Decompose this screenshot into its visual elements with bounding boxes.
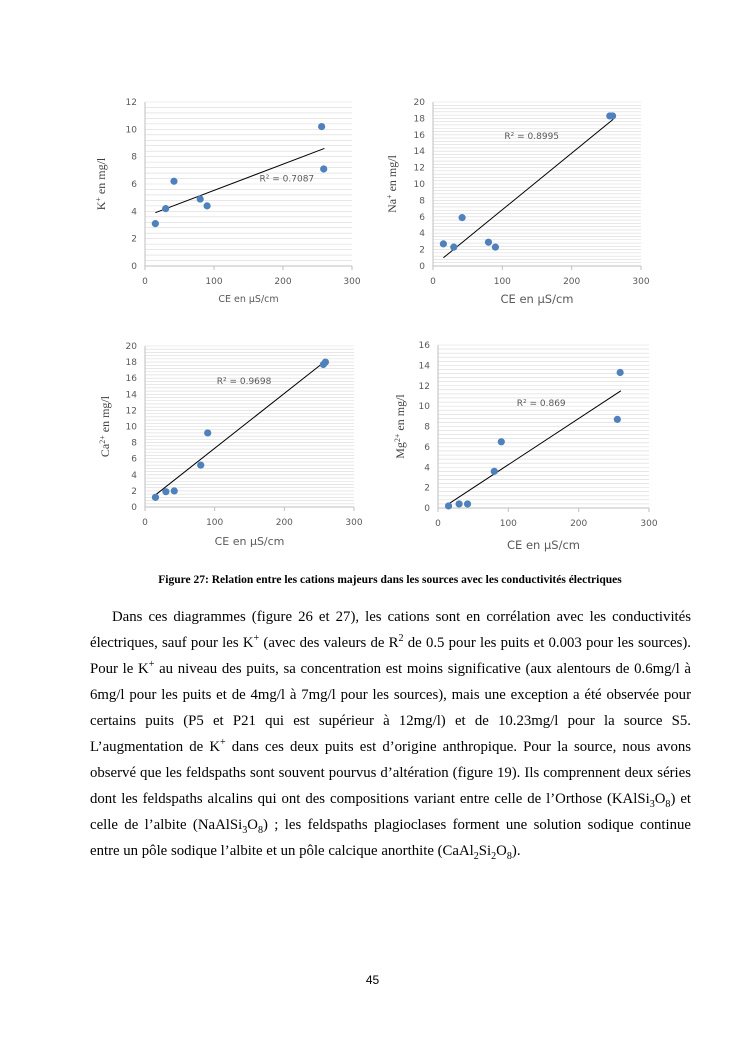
y-tick-label: 20 bbox=[125, 342, 137, 352]
y-tick-label: 4 bbox=[131, 470, 137, 481]
x-tick-label: 100 bbox=[499, 519, 517, 529]
data-point bbox=[318, 123, 325, 130]
y-tick-label: 0 bbox=[131, 262, 137, 272]
x-tick-label: 300 bbox=[343, 277, 361, 287]
chart-k-vs-ce bbox=[95, 92, 375, 312]
y-axis-label bbox=[94, 157, 109, 210]
y-axis-label-unit: en mg/l bbox=[385, 155, 399, 195]
y-tick-label: 0 bbox=[424, 504, 430, 514]
y-tick-label: 8 bbox=[131, 438, 137, 449]
x-tick-label: 200 bbox=[274, 277, 292, 287]
chart-mg-svg bbox=[380, 336, 665, 561]
data-point bbox=[464, 500, 471, 507]
x-axis-label: CE en µS/cm bbox=[500, 292, 574, 306]
y-tick-label: 4 bbox=[419, 229, 425, 240]
y-tick-label: 14 bbox=[413, 147, 425, 158]
y-axis-label-charge: + bbox=[384, 194, 394, 199]
data-point bbox=[152, 494, 159, 501]
data-point bbox=[197, 195, 204, 202]
y-tick-label: 6 bbox=[131, 180, 137, 190]
data-point bbox=[491, 468, 498, 475]
y-tick-label: 6 bbox=[419, 212, 425, 223]
y-tick-label: 2 bbox=[419, 245, 425, 256]
data-point bbox=[197, 462, 204, 469]
body-paragraph bbox=[90, 604, 691, 864]
y-axis-label-charge: + bbox=[93, 197, 103, 202]
data-point bbox=[322, 359, 329, 366]
data-point bbox=[162, 205, 169, 212]
y-axis-label-charge: 2+ bbox=[392, 433, 402, 443]
y-axis-label-unit: en mg/l bbox=[94, 157, 108, 198]
chart-na-vs-ce bbox=[380, 92, 660, 314]
data-point bbox=[614, 416, 621, 423]
x-tick-label: 100 bbox=[206, 518, 224, 528]
y-tick-label: 16 bbox=[125, 374, 137, 385]
y-tick-label: 20 bbox=[413, 98, 425, 108]
y-tick-label: 16 bbox=[413, 130, 425, 141]
y-tick-label: 12 bbox=[125, 406, 137, 417]
y-tick-label: 2 bbox=[424, 483, 430, 494]
data-point bbox=[498, 438, 505, 445]
x-tick-label: 0 bbox=[142, 518, 148, 528]
x-tick-label: 300 bbox=[640, 519, 658, 529]
x-tick-label: 200 bbox=[563, 277, 581, 287]
y-axis-label-charge: 2+ bbox=[97, 435, 107, 444]
data-point bbox=[456, 500, 463, 507]
x-axis-label: CE en µS/cm bbox=[507, 538, 580, 552]
y-axis-label-ion: Na bbox=[385, 198, 399, 213]
y-tick-label: 2 bbox=[131, 486, 137, 497]
data-point bbox=[204, 202, 211, 209]
x-tick-label: 300 bbox=[632, 277, 650, 287]
data-point bbox=[152, 220, 159, 227]
y-tick-label: 10 bbox=[418, 402, 430, 413]
data-point bbox=[440, 240, 447, 247]
y-axis-label bbox=[98, 395, 113, 457]
data-point bbox=[450, 244, 457, 251]
y-tick-label: 2 bbox=[131, 234, 137, 245]
paragraph-text: Dans ces diagrammes (figure 26 et 27), les cations sont en corrélation avec les conductivités électriques, sauf pour les K+ (avec des valeurs de $R^2$ de 0.5 pour les puits et 0.003 pour les sources). Pour le K+ au niveau des puits, sa concentration est moins significative (aux alentours de 0.6mg/l à 6mg/l pour les puits et de 4mg/l à 7mg/l pour les sources), mais une exception a été observée pour certains puits (P5 et P21 qui est supérieur à 12mg/l) et de 10.23mg/l pour la source S5. L’augmentation de K+ dans ces deux puits est d’origine anthropique. Pour la source, nous avons observé que les feldspaths sont souvent pourvus d’altération (figure 19). Ils comprennent deux séries dont les feldspaths alcalins qui ont des compositions variant entre celle de l’Orthose $(KAlSi_3O_8)$ et celle de l’albite $(NaAlSi_3O_8)$ ; les feldspaths plagioclases forment une solution sodique continue entre un pôle sodique l’albite et un pôle calcique anorthite $(CaAl_2Si_2O_8)$. bbox=[90, 609, 691, 862]
y-tick-label: 8 bbox=[424, 422, 430, 433]
x-tick-label: 200 bbox=[570, 519, 588, 529]
x-tick-label: 300 bbox=[345, 518, 363, 528]
y-tick-label: 12 bbox=[413, 163, 425, 174]
r-squared-label: R² = 0.9698 bbox=[216, 376, 272, 387]
x-tick-label: 0 bbox=[435, 519, 441, 529]
y-tick-label: 6 bbox=[424, 442, 430, 453]
y-axis-label-unit: en mg/l bbox=[393, 394, 407, 434]
y-axis-label-ion: Ca bbox=[98, 443, 112, 458]
y-tick-label: 12 bbox=[418, 381, 430, 392]
y-tick-label: 4 bbox=[131, 207, 137, 218]
y-tick-label: 8 bbox=[131, 152, 137, 163]
x-tick-label: 0 bbox=[430, 277, 436, 287]
y-tick-label: 10 bbox=[125, 422, 137, 433]
chart-ca-vs-ce bbox=[95, 336, 375, 558]
y-axis-label-unit: en mg/l bbox=[98, 395, 112, 436]
x-tick-label: 200 bbox=[275, 518, 293, 528]
y-tick-label: 14 bbox=[418, 361, 430, 372]
x-tick-label: 100 bbox=[493, 277, 511, 287]
x-tick-label: 100 bbox=[205, 277, 223, 287]
y-tick-label: 18 bbox=[413, 114, 425, 125]
data-point bbox=[485, 239, 492, 246]
y-axis-label-ion: Mg bbox=[393, 442, 407, 459]
x-tick-label: 0 bbox=[142, 277, 148, 287]
data-point bbox=[204, 429, 211, 436]
y-tick-label: 8 bbox=[419, 196, 425, 207]
y-tick-label: 10 bbox=[413, 180, 425, 190]
y-axis-label-ion: K bbox=[94, 201, 108, 211]
chart-k-svg bbox=[95, 92, 375, 312]
r-squared-label: R² = 0.7087 bbox=[259, 174, 315, 185]
y-tick-label: 0 bbox=[419, 262, 425, 272]
data-point bbox=[609, 112, 616, 119]
data-point bbox=[170, 178, 177, 185]
chart-ca-svg bbox=[95, 336, 375, 558]
data-point bbox=[459, 214, 466, 221]
figure-caption: Figure 27: Relation entre les cations majeurs dans les sources avec les conductivités électriques bbox=[158, 574, 622, 586]
y-axis-label bbox=[393, 394, 408, 459]
y-tick-label: 14 bbox=[125, 390, 137, 401]
r-squared-label: R² = 0.8995 bbox=[504, 131, 560, 142]
y-axis-label bbox=[385, 154, 400, 213]
y-tick-label: 6 bbox=[131, 454, 137, 465]
y-tick-label: 12 bbox=[125, 98, 137, 108]
data-point bbox=[171, 487, 178, 494]
r-squared-label: R² = 0.869 bbox=[516, 399, 566, 410]
y-tick-label: 18 bbox=[125, 358, 137, 369]
x-axis-label: CE en µS/cm bbox=[214, 535, 285, 548]
y-tick-label: 10 bbox=[125, 125, 137, 136]
data-point bbox=[617, 369, 624, 376]
data-point bbox=[492, 244, 499, 251]
data-point bbox=[445, 502, 452, 509]
chart-mg-vs-ce bbox=[380, 336, 665, 561]
data-point bbox=[320, 165, 327, 172]
x-axis-label: CE en µS/cm bbox=[218, 294, 279, 305]
data-point bbox=[162, 488, 169, 495]
page-number: 45 bbox=[365, 973, 380, 987]
y-tick-label: 0 bbox=[131, 503, 137, 513]
chart-na-svg bbox=[380, 92, 660, 314]
y-tick-label: 4 bbox=[424, 463, 430, 474]
y-tick-label: 16 bbox=[418, 341, 430, 351]
